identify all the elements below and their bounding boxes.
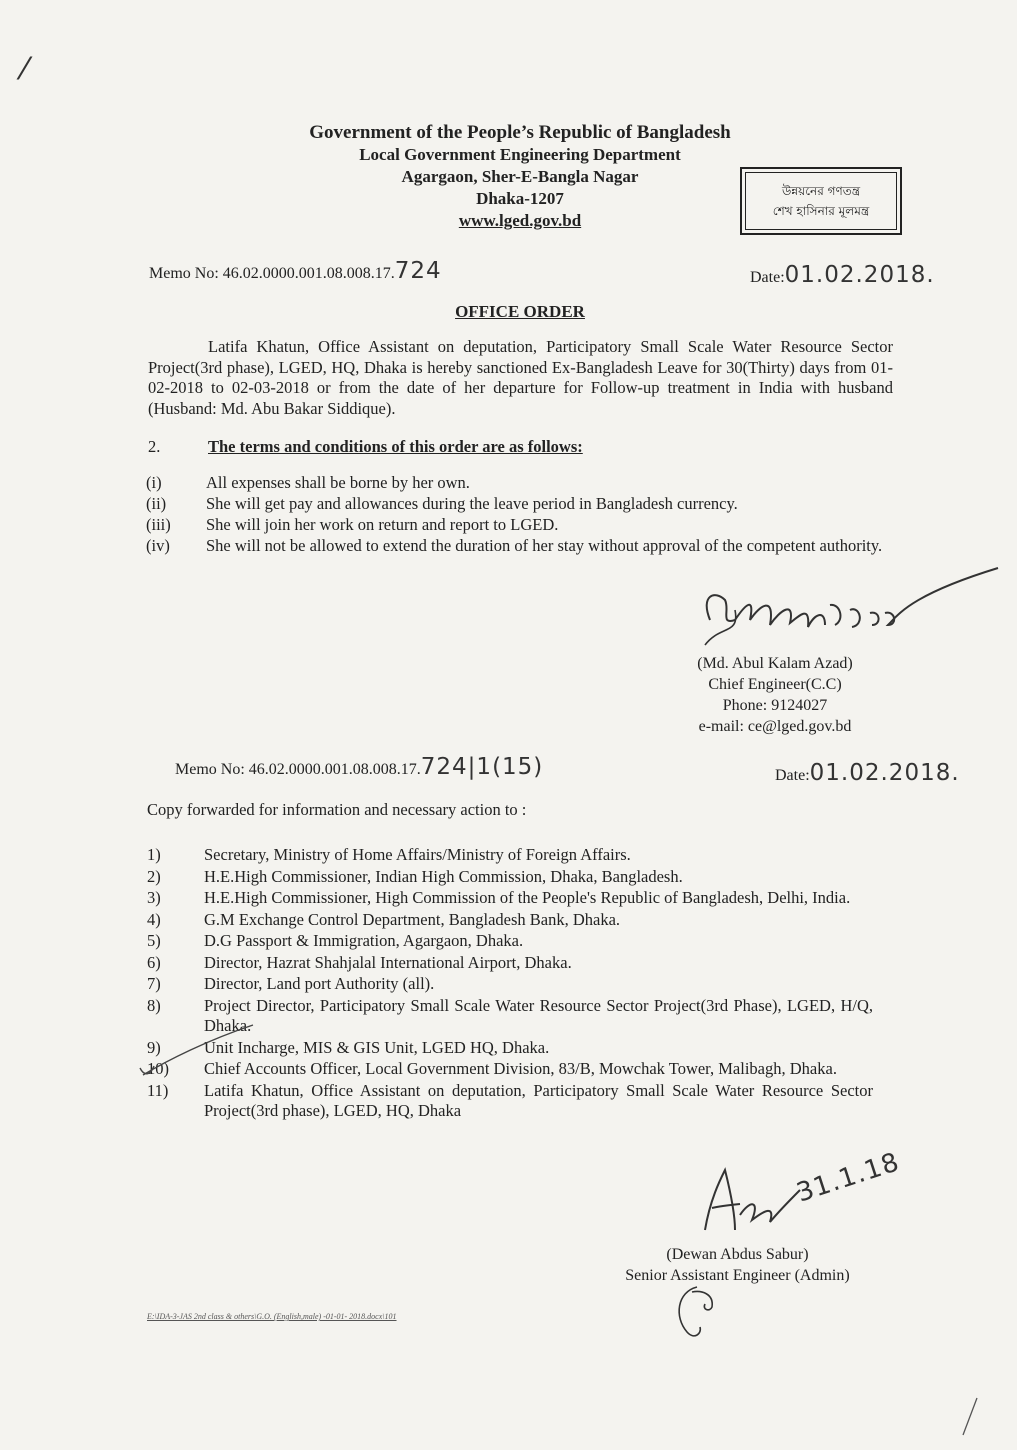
conditions-list: [146, 472, 893, 556]
date-label-2: Date:: [775, 767, 810, 784]
list-item-text: G.M Exchange Control Department, Bangladesh Bank, Dhaka.: [204, 909, 621, 929]
list-item-text: Director, Land port Authority (all).: [204, 974, 435, 993]
list-item-text: H.E.High Commissioner, High Commission of the People's Republic of Bangladesh, Delhi, India.: [204, 888, 851, 907]
signatory-1-designation: Chief Engineer(C.C): [708, 676, 842, 693]
list-item: [147, 931, 873, 952]
initials-scribble: [672, 1282, 722, 1342]
list-item-number: 8): [147, 995, 161, 1015]
slogan-line-2: শেখ হাসিনার মূলমন্ত্র: [772, 204, 870, 218]
list-item: [147, 974, 873, 995]
list-item-number: 7): [147, 974, 161, 993]
signatory-2-block: [595, 1244, 880, 1286]
memo-label-2: Memo No: 46.02.0000.001.08.008.17.: [175, 761, 421, 778]
signatory-2-name: (Dewan Abdus Sabur): [666, 1246, 809, 1263]
list-item: [147, 910, 873, 931]
condition-text: She will join her work on return and report to LGED.: [206, 515, 559, 534]
slogan-line-1: উন্নয়নের গণতন্ত্র: [781, 184, 861, 198]
slogan-box: [740, 167, 902, 235]
signatory-1-email: e-mail: ce@lged.gov.bd: [698, 718, 852, 735]
condition-number: (iv): [146, 536, 170, 555]
condition-text: She will not be allowed to extend the duration of her stay without approval of the competent authority.: [206, 536, 883, 555]
list-item: [147, 888, 873, 909]
footer-file-path: E:\IDA-3-JAS 2nd class & others\G.O. (English,male) -01-01- 2018.docx\101: [147, 1312, 397, 1321]
order-paragraph: Latifa Khatun, Office Assistant on deputation, Participatory Small Scale Water Resource Sector Project(3rd phase), LGED, HQ, Dhaka is hereby sanctioned Ex-Bangladesh Leave for 30(Thirty) days from 01-02-2018 to 02-03-2018 or from the date of her departure for Follow-up treatment in India with husband (Husband: Md. Abu Bakar Siddique).: [148, 337, 893, 418]
list-item-number: 2): [147, 866, 161, 886]
order-title: OFFICE ORDER: [455, 302, 585, 321]
handwritten-date-2: 01.02.2018.: [809, 760, 960, 786]
condition-item: [146, 493, 893, 514]
pen-tick-mark: [138, 1020, 258, 1080]
condition-text: She will get pay and allowances during the leave period in Bangladesh currency.: [206, 494, 738, 513]
memo-label-1: Memo No: 46.02.0000.001.08.008.17.: [149, 265, 395, 282]
header-website-link[interactable]: www.lged.gov.bd: [458, 211, 582, 230]
list-item-text: Director, Hazrat Shahjalal International Airport, Dhaka.: [204, 952, 572, 972]
condition-number: (ii): [146, 494, 167, 513]
list-item-number: 6): [147, 952, 161, 972]
distribution-list: [147, 845, 873, 1123]
header-address: Agargaon, Sher-E-Bangla Nagar: [401, 167, 639, 186]
list-item-number: 3): [147, 888, 161, 907]
date-label-1: Date:: [750, 269, 785, 286]
memo-date-2: [775, 760, 960, 786]
terms-heading: The terms and conditions of this order are as follows:: [208, 437, 583, 456]
condition-text: All expenses shall be borne by her own.: [206, 473, 470, 492]
list-item-number: 1): [147, 845, 161, 864]
list-item-number: 9): [147, 1037, 161, 1057]
corner-handwritten-mark: ⁄: [22, 52, 29, 87]
copy-forward-intro: Copy forwarded for information and necessary action to :: [147, 800, 527, 819]
pen-stroke-mark: [955, 1395, 985, 1440]
list-item-text: Latifa Khatun, Office Assistant on deputation, Participatory Small Scale Water Resource Sector Project(3rd phase), LGED, HQ, Dhaka: [204, 1080, 873, 1120]
condition-number: (iii): [146, 515, 171, 534]
memo-number-2: [175, 754, 543, 780]
list-item-number: 5): [147, 931, 161, 950]
memo-handwritten-number-2: 724|1(15): [420, 754, 544, 780]
terms-number: 2.: [148, 437, 161, 456]
list-item-number: 10): [147, 1059, 169, 1078]
memo-date-1: [750, 262, 935, 288]
list-item: [147, 1081, 873, 1122]
list-item: [147, 867, 873, 888]
list-item-number: 11): [147, 1080, 169, 1100]
list-item-text: Chief Accounts Officer, Local Government Division, 83/B, Mowchak Tower, Malibagh, Dhaka.: [204, 1059, 837, 1078]
signatory-1-name: (Md. Abul Kalam Azad): [697, 655, 853, 672]
signature-date: 31.1.18: [793, 1147, 904, 1209]
condition-item: [146, 514, 893, 535]
letterhead: [250, 122, 790, 232]
signatory-2-designation: Senior Assistant Engineer (Admin): [625, 1267, 850, 1284]
header-department: Local Government Engineering Department: [359, 145, 681, 164]
list-item: [147, 845, 873, 866]
list-item-text: H.E.High Commissioner, Indian High Commission, Dhaka, Bangladesh.: [204, 866, 683, 886]
header-government: Government of the People’s Republic of Bangladesh: [309, 122, 731, 143]
memo-handwritten-number-1: 724: [394, 258, 442, 284]
terms-heading-row: [148, 437, 893, 457]
list-item-text: Unit Incharge, MIS & GIS Unit, LGED HQ, Dhaka.: [204, 1037, 550, 1057]
condition-number: (i): [146, 473, 162, 492]
list-item: [147, 953, 873, 974]
condition-item: [146, 535, 893, 556]
header-city: Dhaka-1207: [476, 189, 564, 208]
handwritten-date-1: 01.02.2018.: [784, 262, 935, 288]
condition-item: [146, 472, 893, 493]
signatory-1-block: [660, 653, 890, 737]
list-item-number: 4): [147, 909, 161, 929]
list-item-text: Project Director, Participatory Small Scale Water Resource Sector Project(3rd Phase), LGED, H/Q, Dhaka.: [204, 995, 873, 1035]
list-item-text: D.G Passport & Immigration, Agargaon, Dhaka.: [204, 931, 524, 950]
list-item-text: Secretary, Ministry of Home Affairs/Ministry of Foreign Affairs.: [204, 845, 631, 864]
memo-number-1: [149, 258, 442, 284]
signatory-1-phone: Phone: 9124027: [722, 697, 828, 714]
